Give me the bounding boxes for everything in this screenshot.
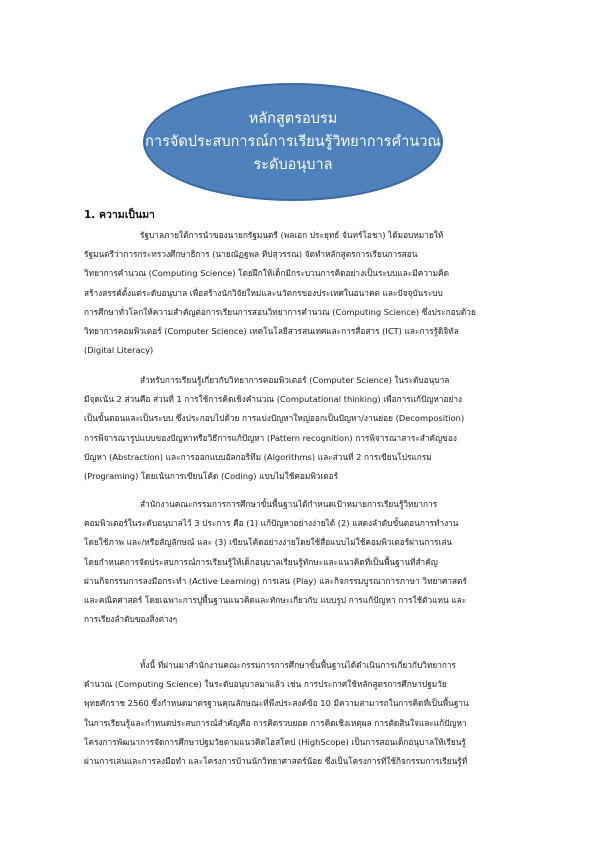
paragraph-line: การเรียงลำดับของสิ่งต่างๆ	[84, 614, 178, 625]
paragraph-line: สำนักงานคณะกรรมการการศึกษาขั้นพื้นฐานได้กำหนดเป้าหมายการเรียนรู้วิทยาการ	[140, 499, 438, 509]
paragraph-line: เป็นขั้นตอนและเป็นระบบ ซึ่งประกอบไปด้วย การแบ่งปัญหาใหญ่ออกเป็นปัญหา/งานย่อย (Decomposition)	[84, 413, 465, 424]
title-line-1: หลักสูตรอบรม	[248, 110, 338, 127]
title-line-2: การจัดประสบการณ์การเรียนรู้วิทยาการคำนวณ	[145, 133, 441, 150]
paragraph-line: คำนวณ (Computing Science) ในระดับอนุบาลมาแล้ว เช่น การประกาศใช้หลักสูตรการศึกษาปฐมวัย	[84, 679, 447, 690]
paragraph-line: โดยกำหนดการจัดประสบการณ์การเรียนรู้ให้เด็กอนุบาลเรียนรู้ทักษะและแนวคิดที่เป็นพื้นฐานที่สำคัญ	[84, 556, 438, 567]
paragraph-line: ในการเรียนรู้และกำหนดประสบการณ์สำคัญคือ การคิดรวบยอด การคิดเชิงเหตุผล การตัดสินใจและแก้ปัญหา	[84, 717, 467, 728]
paragraph-line: (Digital Literacy)	[84, 345, 154, 356]
paragraph-line: สร้างสรรค์ตั้งแต่ระดับอนุบาล เพื่อสร้างนักวิจัยใหม่และนวัตกรของประเทศในอนาคต และปัจจุบันระบบ	[84, 287, 443, 298]
paragraph-line: วิทยาการคำนวณ (Computing Science) โดยฝึกให้เด็กมีกระบวนการคิดอย่างเป็นระบบและมีความคิด	[84, 268, 449, 279]
paragraph-line: วิทยาการคอมพิวเตอร์ (Computer Science) เทคโนโลยีสารสนเทศและการสื่อสาร (ICT) และการรู้ดิจิทัล	[84, 326, 459, 337]
paragraph-line: คอมพิวเตอร์ในระดับอนุบาลไว้ 3 ประการ คือ (1) แก้ปัญหาอย่างง่ายได้ (2) แสดงลำดับขั้นตอนการทำงาน	[84, 518, 459, 529]
paragraph-line: โครงการพัฒนาการจัดการศึกษาปฐมวัยตามแนวคิดไฮสโคป (HighScope) เป็นการสอนเด็กอนุบาลให้เรียนรู้	[84, 736, 466, 747]
paragraph-line: รัฐมนตรีว่าการกระทรวงศึกษาธิการ (นายณัฏฐพล ทีปสุวรรณ) จัดทำหลักสูตรการเรียนการสอน	[84, 249, 418, 260]
paragraph-line: และคณิตศาสตร์ โดยเฉพาะการปูพื้นฐานแนวคิดและทักษะเกี่ยวกับ แบบรูป การแก้ปัญหา การใช้ตัวแทน และ	[84, 595, 467, 606]
paragraph-line: พุทธศักราช 2560 ซึ่งกำหนดมาตรฐานคุณลักษณะที่พึงประสงค์ข้อ 10 มีความสามารถในการคิดที่เป็นพื้นฐาน	[84, 698, 469, 709]
paragraph-4	[84, 656, 544, 771]
paragraph-line: มีจุดเน้น 2 ส่วนคือ ส่วนที่ 1 การใช้การคิดเชิงคำนวณ (Computational thinking) เพื่อการแก้ปัญหาอย่าง	[84, 394, 463, 405]
paragraph-line: การศึกษาทั่วโลกให้ความสำคัญต่อการเรียนการสอนวิทยาการคำนวณ (Computing Science) ซึ่งประกอบด้วย	[84, 306, 476, 317]
paragraph-line: การพิจารณารูปแบบของปัญหาหรือวิธีการแก้ปัญหา (Pattern recognition) การพิจารณาสาระสำคัญของ	[84, 432, 457, 443]
paragraph-line: รัฐบาลภายใต้การนำของนายกรัฐมนตรี (พลเอก ประยุทธ์ จันทร์โอชา) ได้มอบหมายให้	[140, 230, 444, 240]
paragraph-3	[84, 495, 544, 629]
paragraph-line: ทั้งนี้ ที่ผ่านมาสำนักงานคณะกรรมการการศึกษาขั้นพื้นฐานได้ดำเนินการเกี่ยวกับวิทยาการ	[140, 660, 456, 670]
paragraph-1	[84, 226, 544, 360]
paragraph-line: ผ่านการเล่นและการลงมือทำ และโครงการบ้านนักวิทยาศาสตร์น้อย ซึ่งเป็นโครงการที่ใช้กิจกรรมการเรียนรู้ที่	[84, 756, 468, 767]
paragraph-line: โดยใช้ภาพ และ/หรือสัญลักษณ์ และ (3) เขียนโค้ดอย่างง่ายโดยใช้สื่อแบบไม่ใช้คอมพิวเตอร์ผ่านการเล่น	[84, 537, 453, 548]
paragraph-line: ผ่านกิจกรรมการลงมือกระทำ (Active Learning) การเล่น (Play) และกิจกรรมบูรณาการภาษา วิทยาศาสตร์	[84, 575, 467, 586]
paragraph-2	[84, 371, 544, 486]
title-oval	[143, 83, 443, 201]
paragraph-line: สำหรับการเรียนรู้เกี่ยวกับวิทยาการคอมพิวเตอร์ (Computer Science) ในระดับอนุบาล	[140, 375, 450, 385]
title-line-3: ระดับอนุบาล	[253, 156, 333, 173]
paragraph-line: (Programing) โดยเน้นการเขียนโค้ด (Coding) แบบไม่ใช้คอมพิวเตอร์	[84, 471, 339, 482]
paragraph-line: ปัญหา (Abstraction) และการออกแบบอัลกอริทึม (Algorithms) และส่วนที่ 2 การเขียนโปรแกรม	[84, 451, 432, 462]
section-heading: 1. ความเป็นมา	[84, 209, 155, 221]
